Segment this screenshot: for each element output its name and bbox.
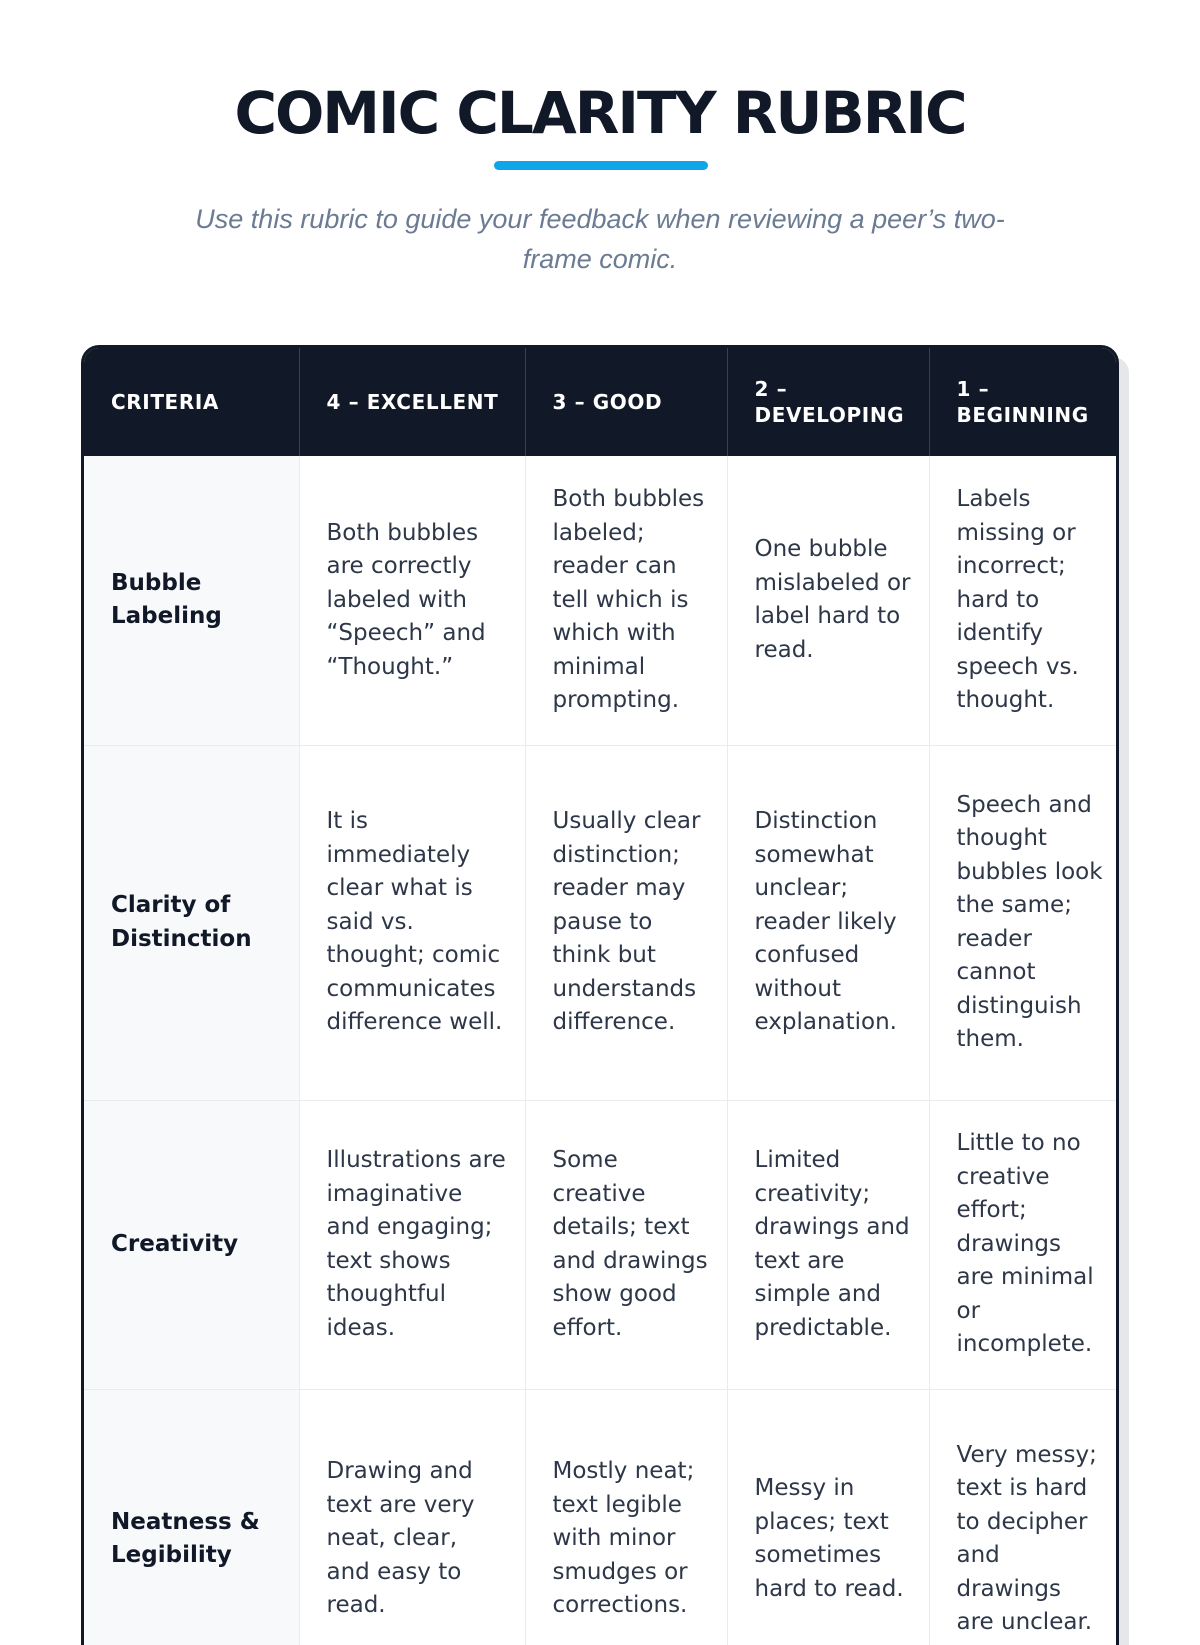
rubric-table-card xyxy=(81,345,1119,1645)
rubric-table-header xyxy=(84,348,1119,456)
table-cell: Mostly neat; text legible with minor smudges or corrections. xyxy=(525,1389,727,1645)
table-cell: One bubble mislabeled or label hard to read. xyxy=(727,456,929,745)
rubric-table xyxy=(84,348,1119,1645)
table-cell: Limited creativity; drawings and text are simple and predictable. xyxy=(727,1100,929,1389)
column-header-good: 3 – GOOD xyxy=(525,348,727,456)
table-cell: Illustrations are imaginative and engaging; text shows thoughtful ideas. xyxy=(299,1100,525,1389)
table-row xyxy=(84,456,1119,745)
page-subtitle: Use this rubric to guide your feedback when reviewing a peer’s two-frame comic. xyxy=(195,204,1005,274)
table-cell: Messy in places; text sometimes hard to read. xyxy=(727,1389,929,1645)
table-cell: It is immediately clear what is said vs. thought; comic communicates difference well. xyxy=(299,745,525,1100)
column-header-developing: 2 – DEVELOPING xyxy=(727,348,929,456)
header-row xyxy=(84,348,1119,456)
title-underline xyxy=(494,161,708,170)
table-row xyxy=(84,1389,1119,1645)
criterion-cell: Neatness & Legibility xyxy=(84,1389,299,1645)
criterion-cell: Clarity of Distinction xyxy=(84,745,299,1100)
criterion-cell: Bubble Labeling xyxy=(84,456,299,745)
table-cell: Speech and thought bubbles look the same; reader cannot distinguish them. xyxy=(929,745,1119,1100)
rubric-table-body xyxy=(84,456,1119,1645)
page-title: COMIC CLARITY RUBRIC xyxy=(234,79,966,147)
table-cell: Very messy; text is hard to decipher and drawings are unclear. xyxy=(929,1389,1119,1645)
table-row xyxy=(84,745,1119,1100)
table-cell: Both bubbles are correctly labeled with “Speech” and “Thought.” xyxy=(299,456,525,745)
column-header-criteria: CRITERIA xyxy=(84,348,299,456)
table-cell: Usually clear distinction; reader may pause to think but understands difference. xyxy=(525,745,727,1100)
table-cell: Some creative details; text and drawings show good effort. xyxy=(525,1100,727,1389)
column-header-excellent: 4 – EXCELLENT xyxy=(299,348,525,456)
criterion-cell: Creativity xyxy=(84,1100,299,1389)
table-cell: Both bubbles labeled; reader can tell which is which with minimal prompting. xyxy=(525,456,727,745)
table-cell: Labels missing or incorrect; hard to identify speech vs. thought. xyxy=(929,456,1119,745)
column-header-beginning: 1 – BEGINNING xyxy=(956,377,1089,427)
table-cell: Drawing and text are very neat, clear, and easy to read. xyxy=(299,1389,525,1645)
table-cell: Little to no creative effort; drawings are minimal or incomplete. xyxy=(929,1100,1119,1389)
table-cell: Distinction somewhat unclear; reader likely confused without explanation. xyxy=(727,745,929,1100)
table-row xyxy=(84,1100,1119,1389)
